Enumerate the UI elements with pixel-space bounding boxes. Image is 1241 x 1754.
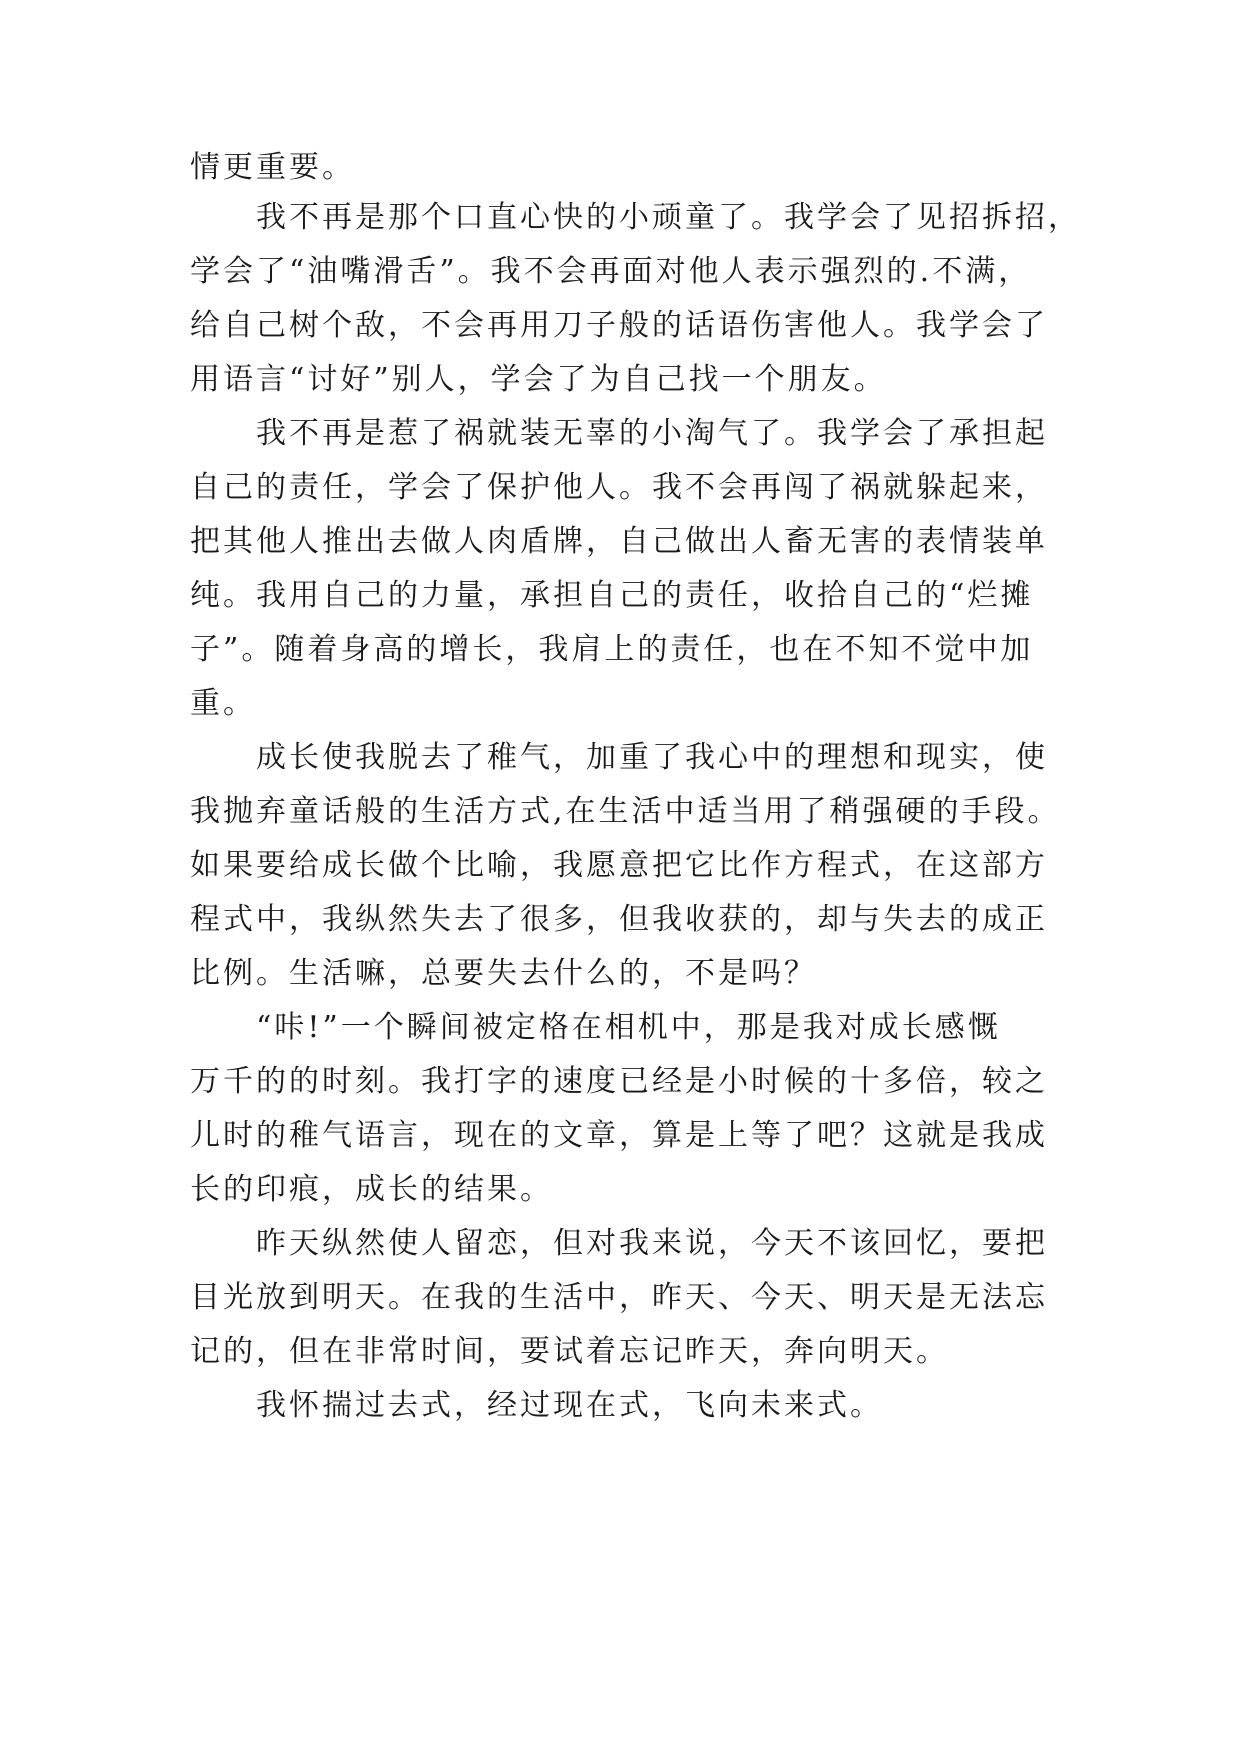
text-line: 我抛弃童话般的生活方式,在生活中适当用了稍强硬的手段。: [190, 794, 1061, 829]
text-line: 如果要给成长做个比喻，我愿意把它比作方程式，在这部方: [190, 848, 1048, 883]
text-line: 程式中，我纵然失去了很多，但我收获的，却与失去的成正: [190, 902, 1048, 937]
text-line: 用语言“讨好”别人，学会了为自己找一个朋友。: [190, 362, 887, 397]
text-line: 长的印痕，成长的结果。: [190, 1172, 553, 1207]
text-line: 学会了“油嘴滑舌”。我不会再面对他人表示强烈的.不满，: [190, 254, 1032, 289]
paragraph-first-line: 昨天纵然使人留恋，但对我来说，今天不该回忆，要把: [256, 1226, 1048, 1261]
text-line: 记的，但在非常时间，要试着忘记昨天，奔向明天。: [190, 1334, 949, 1369]
text-line: 万千的的时刻。我打字的速度已经是小时候的十多倍，较之: [190, 1064, 1048, 1099]
text-line: 情更重要。: [190, 150, 355, 185]
paragraph-first-line: 我不再是那个口直心快的小顽童了。我学会了见招拆招，: [256, 200, 1081, 235]
text-line: 重。: [190, 686, 256, 721]
text-line: 儿时的稚气语言，现在的文章，算是上等了吧？这就是我成: [190, 1118, 1048, 1153]
text-line: 纯。我用自己的力量，承担自己的责任，收拾自己的“烂摊: [190, 578, 1034, 613]
text-line: 自己的责任，学会了保护他人。我不会再闯了祸就躲起来，: [190, 470, 1048, 505]
text-line: 给自己树个敌，不会再用刀子般的话语伤害他人。我学会了: [190, 308, 1048, 343]
paragraph-first-line: 我怀揣过去式，经过现在式，飞向未来式。: [256, 1388, 883, 1423]
paragraph-first-line: 我不再是惹了祸就装无辜的小淘气了。我学会了承担起: [256, 416, 1048, 451]
text-line: 比例。生活嘛，总要失去什么的，不是吗？: [190, 956, 817, 991]
paragraph-first-line: “咔!”一个瞬间被定格在相机中，那是我对成长感慨: [256, 1010, 1001, 1045]
text-line: 目光放到明天。在我的生活中，昨天、今天、明天是无法忘: [190, 1280, 1048, 1315]
text-line: 子”。随着身高的增长，我肩上的责任，也在不知不觉中加: [190, 632, 1034, 667]
paragraph-first-line: 成长使我脱去了稚气，加重了我心中的理想和现实，使: [256, 740, 1048, 775]
text-line: 把其他人推出去做人肉盾牌，自己做出人畜无害的表情装单: [190, 524, 1048, 559]
